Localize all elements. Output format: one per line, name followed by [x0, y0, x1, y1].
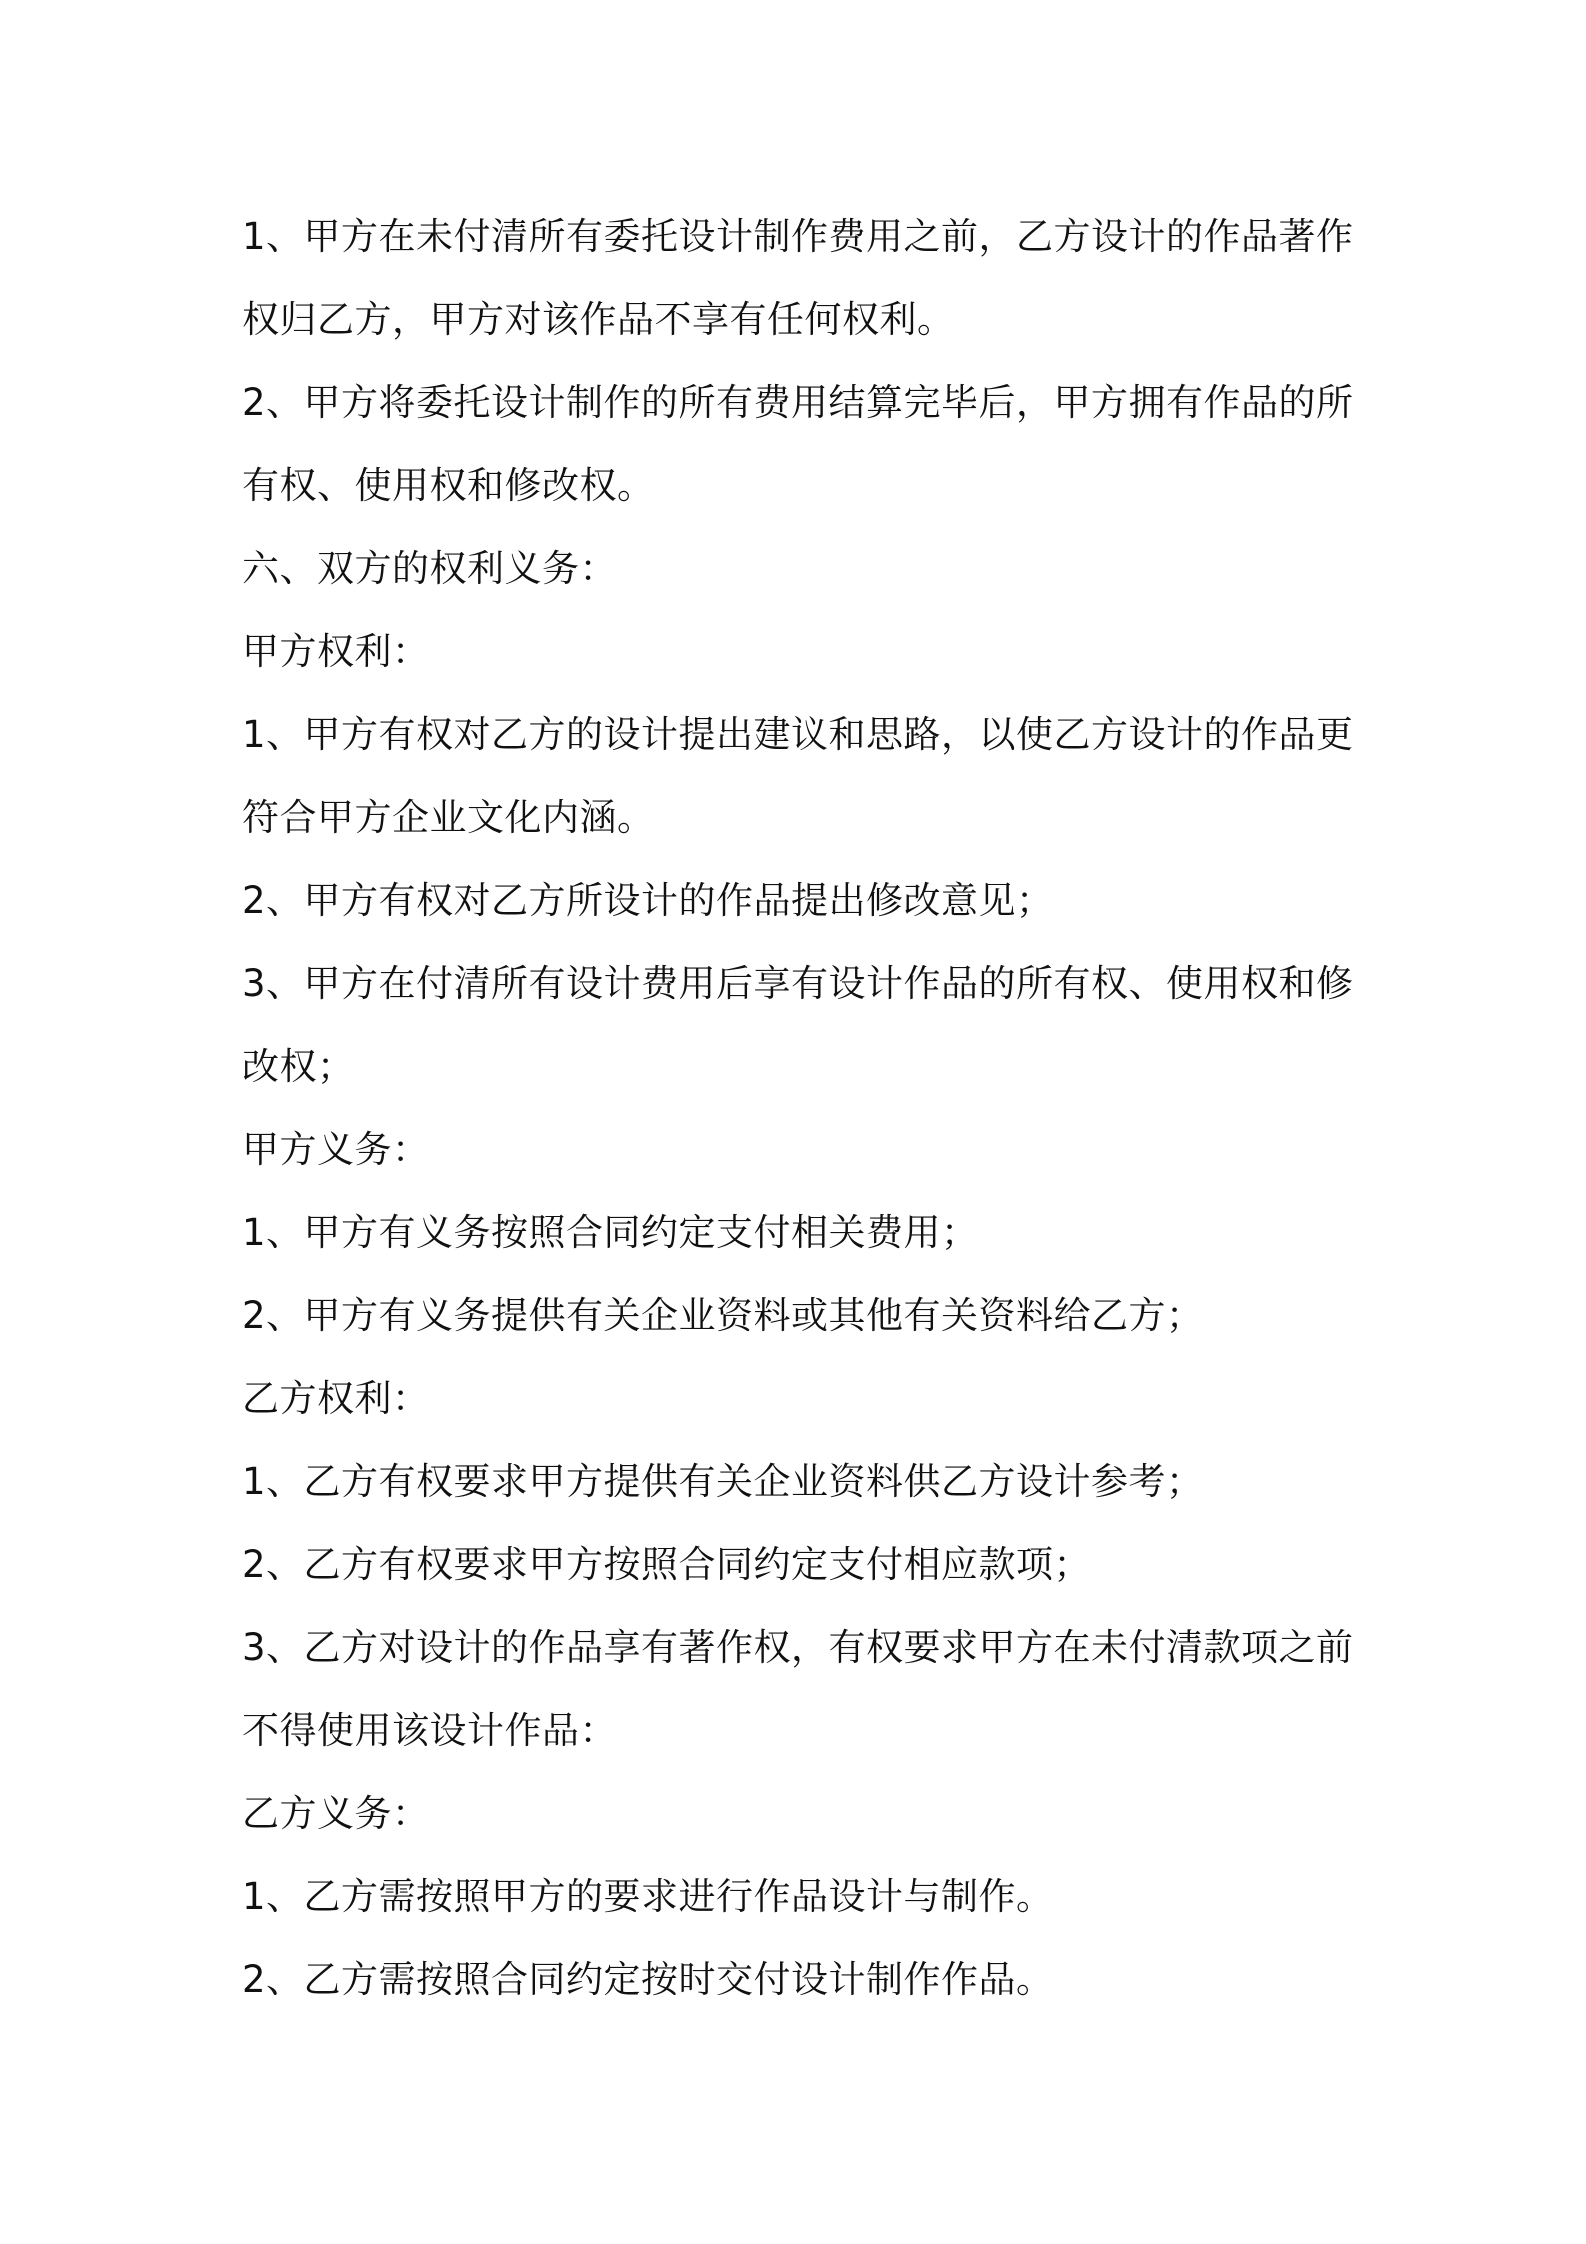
party-b-right-2: 2、乙方有权要求甲方按照合同约定支付相应款项； [242, 1543, 1092, 1586]
party-a-rights-heading: 甲方权利： [242, 630, 430, 673]
party-b-obligation-1: 1、乙方需按照甲方的要求进行作品设计与制作。 [242, 1875, 1054, 1918]
document-body [242, 195, 1362, 2021]
section-heading-rights-obligations: 六、双方的权利义务： [242, 547, 617, 590]
party-b-rights-heading: 乙方权利： [242, 1377, 430, 1420]
party-a-obligations-heading: 甲方义务： [242, 1128, 430, 1171]
party-a-right-1-line-2: 符合甲方企业文化内涵。 [242, 796, 655, 839]
party-b-obligations-heading: 乙方义务： [242, 1792, 430, 1835]
clause-1-line-2: 权归乙方，甲方对该作品不享有任何权利。 [242, 298, 955, 341]
party-a-right-3-line-1: 3、甲方在付清所有设计费用后享有设计作品的所有权、使用权和修 [242, 962, 1354, 1005]
clause-2-line-2: 有权、使用权和修改权。 [242, 464, 655, 507]
party-b-obligation-2: 2、乙方需按照合同约定按时交付设计制作作品。 [242, 1958, 1054, 2001]
party-b-right-3-line-2: 不得使用该设计作品： [242, 1709, 617, 1752]
party-b-right-1: 1、乙方有权要求甲方提供有关企业资料供乙方设计参考； [242, 1460, 1204, 1503]
clause-2-line-1: 2、甲方将委托设计制作的所有费用结算完毕后，甲方拥有作品的所 [242, 381, 1354, 424]
party-a-right-2: 2、甲方有权对乙方所设计的作品提出修改意见； [242, 879, 1054, 922]
party-a-obligation-2: 2、甲方有义务提供有关企业资料或其他有关资料给乙方； [242, 1294, 1204, 1337]
party-a-right-3-line-2: 改权； [242, 1045, 355, 1088]
party-a-obligation-1: 1、甲方有义务按照合同约定支付相关费用； [242, 1211, 979, 1254]
party-b-right-3-line-1: 3、乙方对设计的作品享有著作权，有权要求甲方在未付清款项之前 [242, 1626, 1354, 1669]
party-a-right-1-line-1: 1、甲方有权对乙方的设计提出建议和思路，以使乙方设计的作品更 [242, 713, 1354, 756]
clause-1-line-1: 1、甲方在未付清所有委托设计制作费用之前，乙方设计的作品著作 [242, 215, 1354, 258]
